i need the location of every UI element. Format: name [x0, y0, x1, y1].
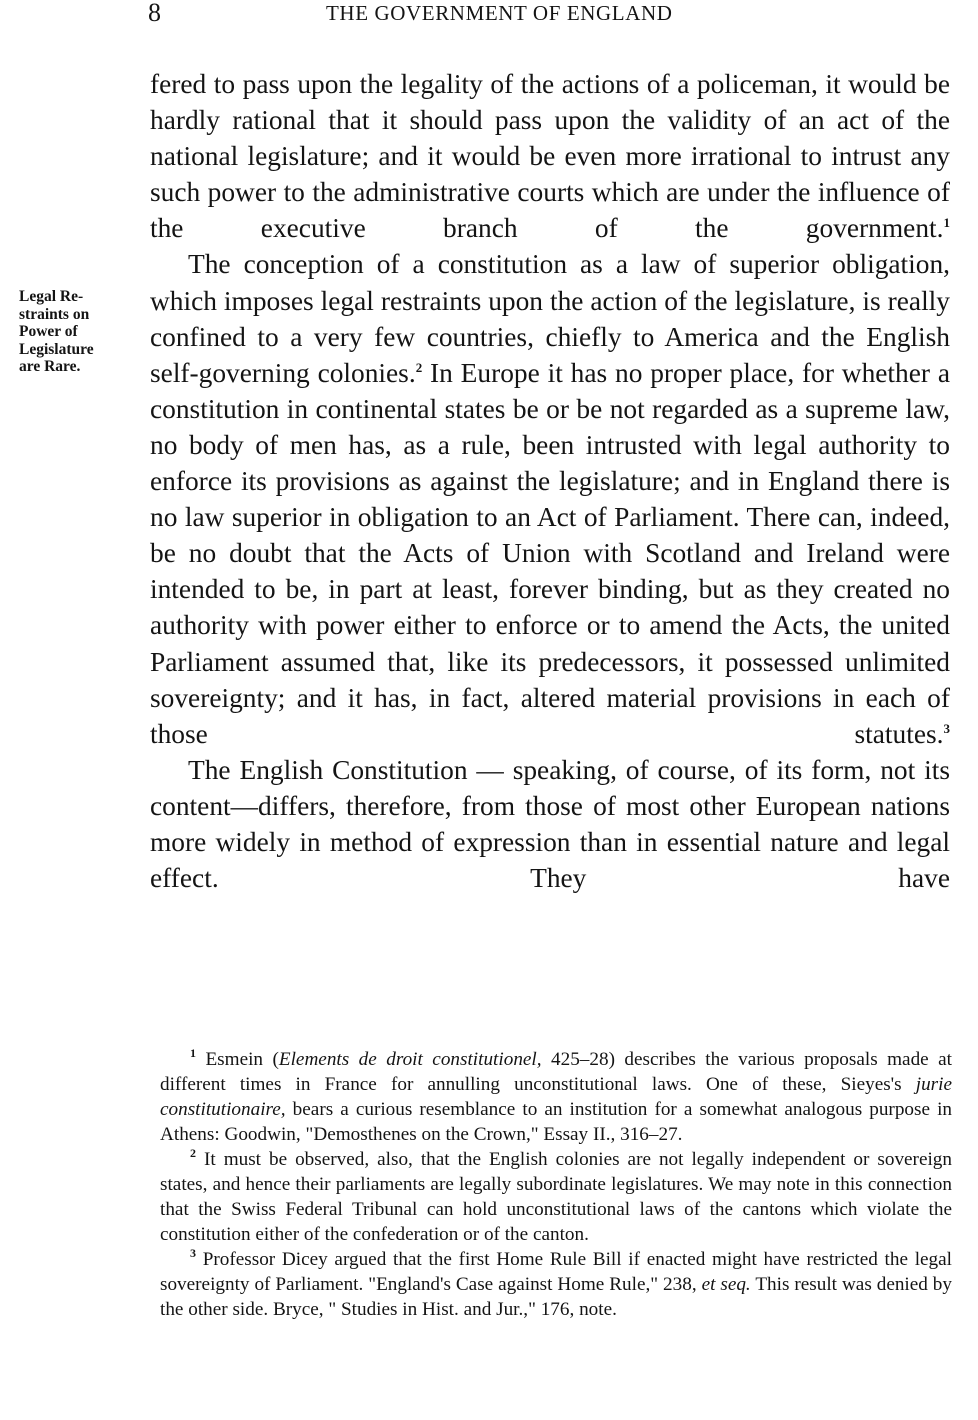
- footnote-text: It must be observed, also, that the English colonies are not legally independent or sovereign states, and hence their parliaments are legally subordinate legislatures. We may note in this connection that the Swiss Federal Tribunal can hold unconstitutional laws of the cantons which violate the constitution either of the confederation or of the canton.: [160, 1149, 952, 1245]
- paragraph-text: In Europe it has no proper place, for whether a constitution in continental states be or be not regarded as a supreme law, no body of men has, as a rule, been intrusted with legal authority to enforce its provisions as against the legislature; and in England there is no law superior in obligation to an Act of Parliament. There can, indeed, be no doubt that the Acts of Union with Scotland and Ireland were intended to be, in part at least, forever binding, but as they created no authority with power either to enforce or to amend the Acts, the united Parliament assumed that, like its predecessors, it possessed unlimited sovereignty; and it has, in fact, altered material provisions in each of those statutes.: [150, 357, 950, 749]
- footnote-marker: 3: [190, 1246, 196, 1260]
- footnote-reference: 3: [943, 720, 950, 736]
- footnote-text: 425–28) describes the various proposals made at different times in France for annulling unconstitutional laws. One of these, Sieyes's: [160, 1049, 952, 1095]
- paragraph-text: The conception of a constitution as a law of superior obligation, which imposes legal restraints upon the action of the legislature, is really confined to a very few countries, chiefly to America and the English self-governing colonies.: [150, 249, 950, 388]
- footnote-italic-term: et seq.: [701, 1274, 751, 1295]
- page-number: 8: [148, 0, 161, 27]
- body-paragraph-1: [150, 66, 950, 246]
- footnote-text: This result was denied by the other side. Bryce, " Studies in Hist. and Jur.," 176, note.: [160, 1274, 952, 1320]
- sidenote-line: are Rare.: [19, 358, 81, 376]
- footnote-marker: 2: [190, 1146, 196, 1160]
- footnote-text: Professor Dicey argued that the first Home Rule Bill if enacted might have restricted the legal sovereignty of Parliament. "England's Case against Home Rule," 238,: [160, 1249, 952, 1295]
- footnote-3: [160, 1247, 952, 1322]
- footnote-italic-title: Elements de droit constitutionel,: [278, 1049, 542, 1070]
- running-title: THE GOVERNMENT OF ENGLAND: [326, 1, 673, 25]
- sidenote-line: Legislature: [19, 340, 94, 358]
- body-paragraph-2: [150, 246, 950, 751]
- footnote-1: [160, 1047, 952, 1147]
- footnote-reference: 1: [943, 215, 950, 231]
- footnote-marker: 1: [190, 1046, 196, 1060]
- footnote-reference: 2: [415, 359, 423, 375]
- margin-sidenote: [19, 288, 137, 376]
- sidenote-line: straints on: [19, 305, 90, 323]
- footnotes: [160, 1047, 952, 1322]
- footnote-2: [160, 1147, 952, 1247]
- footnote-text: bears a curious resemblance to an institution for a somewhat analogous purpose in Athens: Goodwin, "Demosthenes on the Crown," Essay II., 316–27.: [160, 1099, 952, 1145]
- sidenote-line: Legal Re-: [19, 288, 84, 305]
- paragraph-text: fered to pass upon the legality of the actions of a policeman, it would be hardly rational that it should pass upon the validity of an act of the national legislature; and it would be even more irrational to intrust any such power to the administrative courts which are under the influence of the executive branch of the government.: [150, 69, 950, 244]
- footnote-italic-term: jurie constitutionaire,: [160, 1074, 952, 1120]
- page-header: [0, 0, 978, 30]
- footnote-text: Esmein (: [196, 1049, 279, 1070]
- body-paragraph-3: [150, 752, 950, 896]
- paragraph-text: The English Constitution — speaking, of course, of its form, not its content—differs, therefore, from those of most other European nations more widely in method of expression than in essential nature and legal effect. They have: [150, 754, 950, 894]
- main-body-text: [150, 66, 950, 896]
- sidenote-line: Power of: [19, 323, 78, 341]
